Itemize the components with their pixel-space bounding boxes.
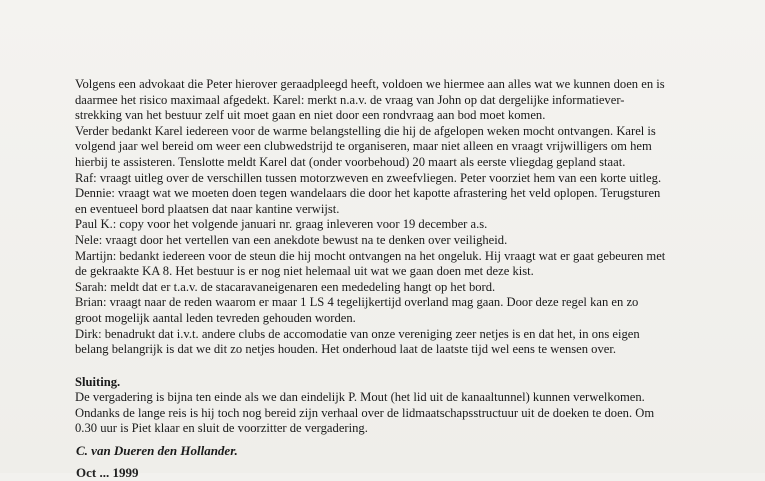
- minutes-body: [75, 77, 725, 437]
- text-line: Sarah: meldt dat er t.a.v. de stacaravaneigenaren een mededeling hangt op het bord.: [75, 279, 496, 294]
- closing-heading: Sluiting.: [75, 374, 121, 389]
- paragraph: [75, 77, 725, 124]
- text-line: strekking van het bestuur zelf uit moet gaan en niet door een rondvraag aan bod moet komen.: [75, 108, 546, 123]
- text-line: Verder bedankt Karel iedereen voor de warme belangstelling die hij de afgelopen weken mocht ontvangen. Karel is: [75, 123, 656, 138]
- text-line: Brian: vraagt naar de reden waarom er maar 1 LS 4 tegelijkertijd overland mag gaan. Door deze regel kan en zo: [75, 295, 639, 310]
- text-line: de gekraakte KA 8. Het bestuur is er nog niet helemaal uit wat we gaan doen met deze kist.: [75, 264, 534, 279]
- text-line: volgend jaar wel bereid om weer een clubwedstrijd te organiseren, maar niet alleen en vraagt vrijwilligers om hem: [75, 139, 652, 154]
- text-line: Paul K.: copy voor het volgende januari nr. graag inleveren voor 19 december a.s.: [75, 217, 488, 232]
- text-line: Volgens een advokaat die Peter hierover geraadpleegd heeft, voldoen we hiermee aan alles wat we kunnen doen en is: [75, 77, 665, 91]
- paragraph: [75, 124, 725, 171]
- paragraph: [75, 233, 725, 249]
- paragraph: [75, 249, 725, 280]
- paragraph-spacer: [75, 358, 725, 375]
- text-line: Dirk: benadrukt dat i.v.t. andere clubs de accomodatie van onze vereniging zeer netjes is en dat het, in ons eigen: [75, 326, 640, 341]
- closing-line: Ondanks de lange reis is hij toch nog bereid zijn verhaal over de lidmaatschapsstructuur uit de doeken te doen. Om: [75, 405, 655, 420]
- text-line: Raf: vraagt uitleg over de verschillen tussen motorzweven en zweefvliegen. Peter voorziet hem van een korte uitleg.: [75, 170, 662, 185]
- text-line: Dennie: vraagt wat we moeten doen tegen wandelaars die door het kapotte afrastering het veld oplopen. Terugsturen: [75, 186, 661, 201]
- closing-line: De vergadering is bijna ten einde als we dan eindelijk P. Mout (het lid uit de kanaaltunnel) kunnen verwelkomen.: [75, 390, 645, 405]
- next-section-heading: Oct ... 1999: [76, 465, 139, 480]
- paragraph: [75, 217, 725, 233]
- text-line: daarmee het risico maximaal afgedekt. Karel: merkt n.a.v. de vraag van John op dat dergelijke informatiever-: [75, 92, 625, 107]
- paragraph: [75, 171, 725, 187]
- paragraph: [75, 327, 725, 358]
- signature: C. van Dueren den Hollander.: [76, 443, 238, 458]
- paragraph: [75, 295, 725, 326]
- closing-line: 0.30 uur is Piet klaar en sluit de voorzitter de vergadering.: [75, 421, 368, 436]
- text-line: en eventueel bord plaatsen dat naar kantine verwijst.: [75, 201, 340, 216]
- text-line: Nele: vraagt door het vertellen van een anekdote bewust na te denken over veiligheid.: [75, 232, 508, 247]
- text-line: belang belangrijk is dat we dit zo netjes houden. Het onderhoud laat de laatste tijd wel eens te wensen over.: [75, 342, 617, 357]
- text-line: hierbij te assisteren. Tenslotte meldt Karel dat (onder voorbehoud) 20 maart als eerste vliegdag gepland staat.: [75, 154, 626, 169]
- text-line: groot mogelijk aantal leden tevreden gehouden worden.: [75, 310, 356, 325]
- paragraph: [75, 186, 725, 217]
- text-line: Martijn: bedankt iedereen voor de steun die hij mocht ontvangen na het ongeluk. Hij vraagt wat er gaat gebeuren met: [75, 248, 666, 263]
- paragraph: [75, 280, 725, 296]
